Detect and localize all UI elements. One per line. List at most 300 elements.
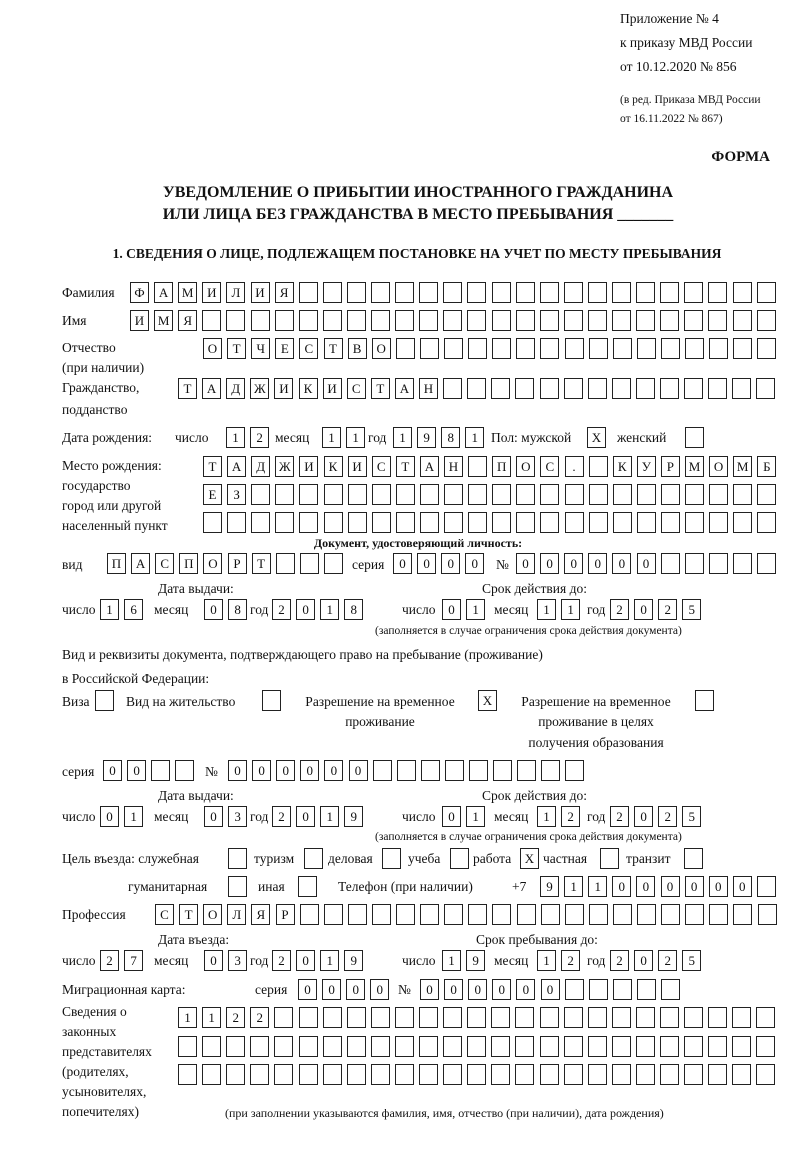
char-box-patronymic[interactable] <box>444 338 463 359</box>
char-box-name[interactable] <box>757 310 776 331</box>
char-box-birthplace-2[interactable] <box>589 484 608 505</box>
char-box-birthplace-2[interactable] <box>299 484 318 505</box>
char-box-representatives-3[interactable] <box>588 1064 607 1085</box>
char-box-permit-issue-year[interactable]: 2 <box>272 806 291 827</box>
char-box-citizenship[interactable]: К <box>299 378 318 399</box>
char-box-birthplace-2[interactable] <box>613 484 632 505</box>
char-box-representatives-2[interactable] <box>250 1036 269 1057</box>
char-box-birthplace-3[interactable] <box>565 512 584 533</box>
char-box-birthplace-3[interactable] <box>757 512 776 533</box>
checkbox-temp-residence[interactable]: X <box>478 690 497 711</box>
char-box-migration-number[interactable] <box>637 979 656 1000</box>
char-box-birthplace-2[interactable] <box>372 484 391 505</box>
char-box-doc-type[interactable]: П <box>179 553 198 574</box>
char-box-representatives-3[interactable] <box>250 1064 269 1085</box>
char-box-representatives-2[interactable] <box>202 1036 221 1057</box>
char-box-name[interactable] <box>467 310 486 331</box>
char-box-representatives-2[interactable] <box>515 1036 534 1057</box>
char-box-surname[interactable] <box>612 282 631 303</box>
char-box-permit-number[interactable] <box>565 760 584 781</box>
char-box-representatives-1[interactable] <box>588 1007 607 1028</box>
checkbox-purpose-service[interactable] <box>228 848 247 869</box>
char-box-name[interactable] <box>251 310 270 331</box>
char-box-representatives-1[interactable]: 2 <box>250 1007 269 1028</box>
char-box-birth-day[interactable]: 1 <box>226 427 245 448</box>
char-box-birthplace-3[interactable] <box>589 512 608 533</box>
char-box-phone[interactable]: 9 <box>540 876 559 897</box>
char-box-patronymic[interactable] <box>516 338 535 359</box>
char-box-representatives-3[interactable] <box>274 1064 293 1085</box>
char-box-surname[interactable]: И <box>202 282 221 303</box>
char-box-birthplace-3[interactable] <box>613 512 632 533</box>
char-box-representatives-2[interactable] <box>395 1036 414 1057</box>
char-box-phone[interactable]: 0 <box>612 876 631 897</box>
char-box-entry-day[interactable]: 2 <box>100 950 119 971</box>
checkbox-sex-male[interactable]: X <box>587 427 606 448</box>
char-box-migration-series[interactable]: 0 <box>322 979 341 1000</box>
char-box-permit-issue-year[interactable]: 9 <box>344 806 363 827</box>
char-box-citizenship[interactable] <box>612 378 631 399</box>
char-box-birthplace-1[interactable]: К <box>324 456 343 477</box>
char-box-birthplace-3[interactable] <box>275 512 294 533</box>
char-box-surname[interactable] <box>660 282 679 303</box>
char-box-doc-number[interactable] <box>709 553 728 574</box>
char-box-representatives-3[interactable] <box>491 1064 510 1085</box>
char-box-representatives-1[interactable] <box>684 1007 703 1028</box>
checkbox-sex-female[interactable] <box>685 427 704 448</box>
char-box-phone[interactable]: 1 <box>588 876 607 897</box>
char-box-citizenship[interactable]: И <box>323 378 342 399</box>
char-box-patronymic[interactable] <box>468 338 487 359</box>
char-box-birthplace-1[interactable]: . <box>565 456 584 477</box>
char-box-representatives-2[interactable] <box>756 1036 775 1057</box>
char-box-patronymic[interactable] <box>613 338 632 359</box>
char-box-birthplace-3[interactable] <box>227 512 246 533</box>
char-box-doc-issue-day[interactable]: 6 <box>124 599 143 620</box>
char-box-permit-valid-day[interactable]: 0 <box>442 806 461 827</box>
char-box-surname[interactable] <box>564 282 583 303</box>
char-box-representatives-3[interactable] <box>467 1064 486 1085</box>
char-box-citizenship[interactable] <box>564 378 583 399</box>
char-box-doc-number[interactable]: 0 <box>564 553 583 574</box>
char-box-birth-month[interactable]: 1 <box>346 427 365 448</box>
char-box-birthplace-2[interactable] <box>661 484 680 505</box>
checkbox-purpose-transit[interactable] <box>684 848 703 869</box>
char-box-birthplace-1[interactable]: Б <box>757 456 776 477</box>
char-box-birth-year[interactable]: 9 <box>417 427 436 448</box>
char-box-surname[interactable]: Ф <box>130 282 149 303</box>
char-box-phone[interactable]: 1 <box>564 876 583 897</box>
char-box-surname[interactable]: Л <box>226 282 245 303</box>
char-box-birth-year[interactable]: 1 <box>393 427 412 448</box>
char-box-name[interactable] <box>684 310 703 331</box>
char-box-birth-day[interactable]: 2 <box>250 427 269 448</box>
char-box-doc-issue-day[interactable]: 1 <box>100 599 119 620</box>
char-box-surname[interactable] <box>443 282 462 303</box>
char-box-birthplace-3[interactable] <box>637 512 656 533</box>
char-box-surname[interactable] <box>588 282 607 303</box>
char-box-citizenship[interactable]: Т <box>178 378 197 399</box>
char-box-patronymic[interactable]: Т <box>227 338 246 359</box>
char-box-name[interactable] <box>323 310 342 331</box>
char-box-profession[interactable] <box>637 904 656 925</box>
char-box-doc-number[interactable] <box>661 553 680 574</box>
char-box-representatives-2[interactable] <box>612 1036 631 1057</box>
char-box-surname[interactable] <box>636 282 655 303</box>
char-box-citizenship[interactable]: И <box>274 378 293 399</box>
char-box-representatives-2[interactable] <box>708 1036 727 1057</box>
char-box-migration-number[interactable] <box>613 979 632 1000</box>
char-box-migration-number[interactable]: 0 <box>516 979 535 1000</box>
char-box-entry-year[interactable]: 9 <box>344 950 363 971</box>
char-box-migration-number[interactable]: 0 <box>468 979 487 1000</box>
char-box-representatives-1[interactable] <box>756 1007 775 1028</box>
char-box-profession[interactable]: Л <box>227 904 246 925</box>
char-box-patronymic[interactable]: Т <box>324 338 343 359</box>
char-box-representatives-1[interactable] <box>612 1007 631 1028</box>
char-box-birthplace-2[interactable] <box>348 484 367 505</box>
char-box-permit-series[interactable] <box>175 760 194 781</box>
char-box-name[interactable] <box>395 310 414 331</box>
char-box-permit-number[interactable] <box>397 760 416 781</box>
char-box-permit-number[interactable] <box>493 760 512 781</box>
char-box-patronymic[interactable] <box>420 338 439 359</box>
char-box-doc-valid-month[interactable]: 1 <box>537 599 556 620</box>
char-box-profession[interactable] <box>492 904 511 925</box>
char-box-birthplace-3[interactable] <box>661 512 680 533</box>
char-box-doc-type[interactable] <box>324 553 343 574</box>
char-box-representatives-1[interactable] <box>515 1007 534 1028</box>
char-box-birthplace-1[interactable]: У <box>637 456 656 477</box>
char-box-citizenship[interactable] <box>756 378 775 399</box>
char-box-representatives-2[interactable] <box>467 1036 486 1057</box>
char-box-surname[interactable] <box>708 282 727 303</box>
char-box-surname[interactable] <box>347 282 366 303</box>
char-box-surname[interactable] <box>467 282 486 303</box>
char-box-doc-valid-year[interactable]: 0 <box>634 599 653 620</box>
char-box-birthplace-2[interactable] <box>468 484 487 505</box>
char-box-profession[interactable] <box>396 904 415 925</box>
char-box-profession[interactable] <box>372 904 391 925</box>
char-box-birthplace-2[interactable] <box>251 484 270 505</box>
char-box-phone[interactable] <box>757 876 776 897</box>
char-box-stay-year[interactable]: 0 <box>634 950 653 971</box>
char-box-permit-number[interactable]: 0 <box>349 760 368 781</box>
char-box-birthplace-1[interactable]: И <box>348 456 367 477</box>
char-box-birthplace-2[interactable]: З <box>227 484 246 505</box>
char-box-representatives-2[interactable] <box>323 1036 342 1057</box>
char-box-representatives-2[interactable] <box>564 1036 583 1057</box>
char-box-birthplace-1[interactable]: Ж <box>275 456 294 477</box>
char-box-phone[interactable]: 0 <box>685 876 704 897</box>
char-box-permit-number[interactable] <box>517 760 536 781</box>
checkbox-residence[interactable] <box>262 690 281 711</box>
char-box-birthplace-3[interactable] <box>203 512 222 533</box>
char-box-name[interactable] <box>299 310 318 331</box>
char-box-stay-year[interactable]: 5 <box>682 950 701 971</box>
char-box-stay-day[interactable]: 1 <box>442 950 461 971</box>
char-box-citizenship[interactable]: А <box>395 378 414 399</box>
char-box-doc-number[interactable]: 0 <box>637 553 656 574</box>
char-box-birthplace-3[interactable] <box>299 512 318 533</box>
char-box-representatives-3[interactable] <box>395 1064 414 1085</box>
char-box-doc-issue-month[interactable]: 0 <box>204 599 223 620</box>
char-box-representatives-2[interactable] <box>274 1036 293 1057</box>
char-box-birth-month[interactable]: 1 <box>322 427 341 448</box>
char-box-name[interactable] <box>636 310 655 331</box>
char-box-birthplace-1[interactable]: О <box>516 456 535 477</box>
char-box-migration-number[interactable]: 0 <box>541 979 560 1000</box>
char-box-name[interactable] <box>371 310 390 331</box>
char-box-surname[interactable]: Я <box>275 282 294 303</box>
char-box-representatives-3[interactable] <box>564 1064 583 1085</box>
char-box-permit-issue-month[interactable]: 0 <box>204 806 223 827</box>
char-box-birthplace-2[interactable] <box>324 484 343 505</box>
char-box-birthplace-3[interactable] <box>516 512 535 533</box>
char-box-profession[interactable]: Я <box>251 904 270 925</box>
char-box-representatives-3[interactable] <box>756 1064 775 1085</box>
char-box-permit-number[interactable] <box>469 760 488 781</box>
char-box-patronymic[interactable]: Ч <box>251 338 270 359</box>
char-box-surname[interactable] <box>516 282 535 303</box>
char-box-representatives-2[interactable] <box>732 1036 751 1057</box>
char-box-patronymic[interactable] <box>396 338 415 359</box>
checkbox-visa[interactable] <box>95 690 114 711</box>
char-box-representatives-1[interactable] <box>491 1007 510 1028</box>
char-box-representatives-1[interactable] <box>540 1007 559 1028</box>
char-box-profession[interactable] <box>300 904 319 925</box>
char-box-permit-number[interactable]: 0 <box>228 760 247 781</box>
char-box-name[interactable]: И <box>130 310 149 331</box>
char-box-phone[interactable]: 0 <box>636 876 655 897</box>
char-box-entry-month[interactable]: 0 <box>204 950 223 971</box>
char-box-representatives-1[interactable] <box>708 1007 727 1028</box>
char-box-profession[interactable] <box>589 904 608 925</box>
char-box-birthplace-1[interactable] <box>468 456 487 477</box>
char-box-profession[interactable] <box>709 904 728 925</box>
char-box-doc-type[interactable] <box>276 553 295 574</box>
char-box-name[interactable] <box>564 310 583 331</box>
char-box-profession[interactable] <box>468 904 487 925</box>
char-box-birthplace-2[interactable] <box>492 484 511 505</box>
char-box-profession[interactable] <box>733 904 752 925</box>
char-box-representatives-1[interactable] <box>467 1007 486 1028</box>
char-box-profession[interactable] <box>685 904 704 925</box>
char-box-profession[interactable] <box>324 904 343 925</box>
char-box-birthplace-1[interactable]: Т <box>203 456 222 477</box>
char-box-name[interactable] <box>540 310 559 331</box>
char-box-doc-number[interactable]: 0 <box>516 553 535 574</box>
char-box-birthplace-2[interactable] <box>637 484 656 505</box>
char-box-patronymic[interactable] <box>565 338 584 359</box>
char-box-doc-valid-day[interactable]: 0 <box>442 599 461 620</box>
char-box-representatives-1[interactable] <box>274 1007 293 1028</box>
char-box-doc-issue-month[interactable]: 8 <box>228 599 247 620</box>
char-box-entry-month[interactable]: 3 <box>228 950 247 971</box>
char-box-representatives-2[interactable] <box>636 1036 655 1057</box>
char-box-representatives-3[interactable] <box>684 1064 703 1085</box>
char-box-doc-valid-day[interactable]: 1 <box>466 599 485 620</box>
char-box-birthplace-1[interactable]: М <box>685 456 704 477</box>
char-box-migration-number[interactable] <box>661 979 680 1000</box>
char-box-migration-number[interactable] <box>565 979 584 1000</box>
char-box-birthplace-1[interactable]: С <box>372 456 391 477</box>
char-box-citizenship[interactable] <box>540 378 559 399</box>
char-box-name[interactable] <box>708 310 727 331</box>
char-box-birthplace-1[interactable]: Д <box>251 456 270 477</box>
char-box-surname[interactable] <box>540 282 559 303</box>
char-box-entry-year[interactable]: 1 <box>320 950 339 971</box>
char-box-phone[interactable]: 0 <box>661 876 680 897</box>
char-box-patronymic[interactable]: О <box>372 338 391 359</box>
char-box-permit-valid-day[interactable]: 1 <box>466 806 485 827</box>
char-box-name[interactable] <box>733 310 752 331</box>
char-box-birthplace-3[interactable] <box>420 512 439 533</box>
char-box-name[interactable] <box>588 310 607 331</box>
char-box-migration-series[interactable]: 0 <box>370 979 389 1000</box>
char-box-birthplace-2[interactable] <box>733 484 752 505</box>
char-box-doc-type[interactable]: П <box>107 553 126 574</box>
char-box-doc-number[interactable]: 0 <box>540 553 559 574</box>
checkbox-temp-residence-edu[interactable] <box>695 690 714 711</box>
char-box-name[interactable] <box>443 310 462 331</box>
char-box-citizenship[interactable]: Ж <box>250 378 269 399</box>
char-box-representatives-2[interactable] <box>371 1036 390 1057</box>
char-box-doc-type[interactable]: А <box>131 553 150 574</box>
char-box-birthplace-1[interactable] <box>589 456 608 477</box>
char-box-birthplace-3[interactable] <box>685 512 704 533</box>
char-box-doc-series[interactable]: 0 <box>417 553 436 574</box>
char-box-permit-series[interactable]: 0 <box>103 760 122 781</box>
char-box-permit-number[interactable]: 0 <box>300 760 319 781</box>
char-box-patronymic[interactable] <box>589 338 608 359</box>
char-box-surname[interactable] <box>733 282 752 303</box>
char-box-permit-series[interactable] <box>151 760 170 781</box>
char-box-permit-number[interactable] <box>421 760 440 781</box>
char-box-stay-month[interactable]: 1 <box>537 950 556 971</box>
char-box-representatives-1[interactable]: 2 <box>226 1007 245 1028</box>
char-box-doc-series[interactable]: 0 <box>465 553 484 574</box>
char-box-permit-valid-year[interactable]: 2 <box>610 806 629 827</box>
char-box-birthplace-1[interactable]: А <box>227 456 246 477</box>
char-box-patronymic[interactable] <box>661 338 680 359</box>
char-box-permit-number[interactable]: 0 <box>252 760 271 781</box>
char-box-birthplace-2[interactable] <box>565 484 584 505</box>
char-box-permit-valid-year[interactable]: 5 <box>682 806 701 827</box>
char-box-profession[interactable]: Т <box>179 904 198 925</box>
char-box-birthplace-1[interactable]: Р <box>661 456 680 477</box>
char-box-phone[interactable]: 0 <box>733 876 752 897</box>
char-box-entry-year[interactable]: 0 <box>296 950 315 971</box>
char-box-doc-type[interactable]: Р <box>228 553 247 574</box>
char-box-representatives-3[interactable] <box>323 1064 342 1085</box>
char-box-profession[interactable]: О <box>203 904 222 925</box>
char-box-stay-day[interactable]: 9 <box>466 950 485 971</box>
char-box-patronymic[interactable] <box>540 338 559 359</box>
char-box-representatives-3[interactable] <box>419 1064 438 1085</box>
char-box-doc-valid-year[interactable]: 5 <box>682 599 701 620</box>
char-box-doc-issue-year[interactable]: 0 <box>296 599 315 620</box>
char-box-stay-month[interactable]: 2 <box>561 950 580 971</box>
char-box-representatives-2[interactable] <box>419 1036 438 1057</box>
char-box-citizenship[interactable]: С <box>347 378 366 399</box>
char-box-patronymic[interactable] <box>492 338 511 359</box>
char-box-doc-type[interactable]: О <box>203 553 222 574</box>
char-box-birthplace-3[interactable] <box>492 512 511 533</box>
char-box-representatives-2[interactable] <box>540 1036 559 1057</box>
char-box-permit-valid-month[interactable]: 1 <box>537 806 556 827</box>
char-box-representatives-1[interactable]: 1 <box>202 1007 221 1028</box>
char-box-birthplace-3[interactable] <box>324 512 343 533</box>
char-box-representatives-1[interactable] <box>347 1007 366 1028</box>
char-box-representatives-1[interactable] <box>299 1007 318 1028</box>
char-box-birthplace-1[interactable]: О <box>709 456 728 477</box>
char-box-representatives-1[interactable]: 1 <box>178 1007 197 1028</box>
char-box-surname[interactable] <box>492 282 511 303</box>
char-box-birthplace-3[interactable] <box>733 512 752 533</box>
char-box-citizenship[interactable] <box>732 378 751 399</box>
char-box-doc-issue-year[interactable]: 2 <box>272 599 291 620</box>
checkbox-purpose-humanitarian[interactable] <box>228 876 247 897</box>
char-box-citizenship[interactable] <box>708 378 727 399</box>
char-box-profession[interactable] <box>541 904 560 925</box>
char-box-patronymic[interactable]: В <box>348 338 367 359</box>
char-box-birth-year[interactable]: 8 <box>441 427 460 448</box>
char-box-doc-type[interactable]: Т <box>252 553 271 574</box>
char-box-surname[interactable] <box>395 282 414 303</box>
char-box-name[interactable]: Я <box>178 310 197 331</box>
char-box-name[interactable] <box>612 310 631 331</box>
char-box-representatives-3[interactable] <box>708 1064 727 1085</box>
char-box-profession[interactable] <box>661 904 680 925</box>
char-box-profession[interactable]: С <box>155 904 174 925</box>
char-box-profession[interactable] <box>420 904 439 925</box>
checkbox-purpose-business[interactable] <box>382 848 401 869</box>
char-box-patronymic[interactable] <box>757 338 776 359</box>
char-box-birthplace-3[interactable] <box>372 512 391 533</box>
char-box-doc-number[interactable] <box>733 553 752 574</box>
char-box-birthplace-2[interactable] <box>685 484 704 505</box>
char-box-representatives-2[interactable] <box>684 1036 703 1057</box>
char-box-birthplace-2[interactable] <box>396 484 415 505</box>
char-box-name[interactable] <box>660 310 679 331</box>
char-box-birthplace-3[interactable] <box>251 512 270 533</box>
char-box-permit-number[interactable] <box>541 760 560 781</box>
char-box-patronymic[interactable] <box>685 338 704 359</box>
char-box-birthplace-3[interactable] <box>348 512 367 533</box>
char-box-birthplace-2[interactable] <box>444 484 463 505</box>
char-box-birthplace-3[interactable] <box>444 512 463 533</box>
char-box-birthplace-1[interactable]: Т <box>396 456 415 477</box>
char-box-birthplace-1[interactable]: П <box>492 456 511 477</box>
char-box-representatives-3[interactable] <box>540 1064 559 1085</box>
char-box-birthplace-1[interactable]: И <box>299 456 318 477</box>
char-box-stay-year[interactable]: 2 <box>658 950 677 971</box>
char-box-profession[interactable] <box>565 904 584 925</box>
char-box-birthplace-2[interactable] <box>420 484 439 505</box>
char-box-citizenship[interactable]: Н <box>419 378 438 399</box>
char-box-surname[interactable]: А <box>154 282 173 303</box>
char-box-permit-number[interactable]: 0 <box>324 760 343 781</box>
checkbox-purpose-other[interactable] <box>298 876 317 897</box>
char-box-name[interactable] <box>347 310 366 331</box>
checkbox-purpose-tourism[interactable] <box>304 848 323 869</box>
char-box-profession[interactable]: Р <box>276 904 295 925</box>
checkbox-purpose-work[interactable]: X <box>520 848 539 869</box>
char-box-surname[interactable] <box>684 282 703 303</box>
char-box-permit-number[interactable]: 0 <box>276 760 295 781</box>
char-box-citizenship[interactable]: А <box>202 378 221 399</box>
